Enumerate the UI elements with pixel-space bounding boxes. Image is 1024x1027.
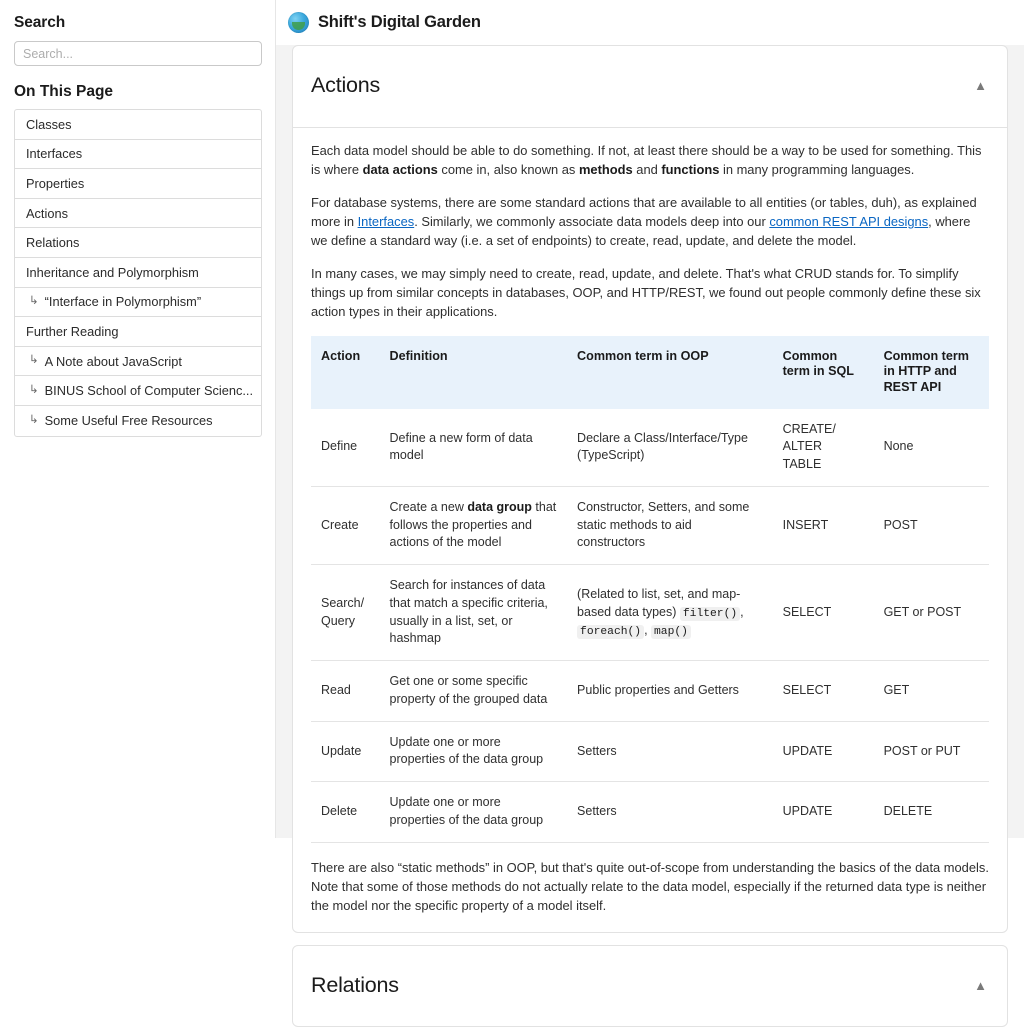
column-header-oop: Common term in OOP bbox=[567, 336, 773, 409]
table-row bbox=[311, 721, 989, 782]
text-emphasis: functions bbox=[661, 161, 720, 177]
table-row bbox=[311, 486, 989, 564]
toc-item-binus-school-of-computer-science[interactable] bbox=[15, 376, 261, 406]
toc-item-label: Inheritance and Polymorphism bbox=[26, 264, 199, 280]
table-of-contents bbox=[14, 109, 262, 437]
toc-item-label: Relations bbox=[26, 235, 80, 251]
table-head bbox=[311, 336, 989, 409]
toc-item-actions[interactable] bbox=[15, 199, 261, 229]
table-row bbox=[311, 409, 989, 487]
cell-action: Delete bbox=[311, 782, 380, 843]
cell-action: Read bbox=[311, 661, 380, 722]
section-actions-title: Actions bbox=[311, 73, 381, 98]
toc-item-label: Properties bbox=[26, 175, 85, 191]
code-map: map() bbox=[651, 625, 691, 639]
toc-item-label: Classes bbox=[26, 116, 72, 132]
cell-sql: UPDATE bbox=[773, 782, 874, 843]
cell-oop: Constructor, Setters, and some static methods to aid constructors bbox=[567, 486, 773, 564]
toc-item-label: Interfaces bbox=[26, 146, 83, 162]
text-emphasis: data actions bbox=[362, 161, 438, 177]
link-common-rest-api-designs[interactable]: common REST API designs bbox=[769, 213, 929, 229]
cell-definition: Search for instances of data that match a specific criteria, usually in a list, set, or hashmap bbox=[380, 565, 568, 661]
column-header-definition: Definition bbox=[380, 336, 568, 409]
section-actions bbox=[292, 45, 1008, 933]
search-heading: Search bbox=[14, 14, 66, 31]
cell-oop bbox=[567, 565, 773, 661]
cell-sql: INSERT bbox=[773, 486, 874, 564]
top-bar bbox=[276, 0, 1024, 45]
text-fragment: Create a new bbox=[389, 499, 468, 514]
toc-item-label: Actions bbox=[26, 205, 68, 221]
cell-action: Update bbox=[311, 721, 380, 782]
cell-action: Search/ Query bbox=[311, 565, 380, 661]
column-header-sql: Common term in SQL bbox=[773, 336, 874, 409]
table-body bbox=[311, 409, 989, 843]
cell-http: GET or POST bbox=[874, 565, 989, 661]
section-actions-header[interactable] bbox=[293, 46, 1007, 128]
text-fragment: and bbox=[632, 161, 662, 177]
toc-item-relations[interactable] bbox=[15, 228, 261, 258]
cell-definition: Update one or more properties of the data group bbox=[380, 721, 568, 782]
column-header-http-rest: Common term in HTTP and REST API bbox=[874, 336, 989, 409]
code-filter: filter() bbox=[680, 607, 740, 621]
link-interfaces[interactable]: Interfaces bbox=[357, 213, 415, 229]
main-content bbox=[276, 0, 1024, 998]
text-fragment: (Related to list, set, and map-based data types) bbox=[577, 586, 741, 619]
cell-oop: Public properties and Getters bbox=[567, 661, 773, 722]
text-emphasis: data group bbox=[467, 499, 532, 514]
code-foreach: foreach() bbox=[577, 625, 644, 639]
toc-item-interface-in-polymorphism[interactable] bbox=[15, 288, 261, 318]
cell-http: POST or PUT bbox=[874, 721, 989, 782]
toc-item-label: Further Reading bbox=[26, 323, 119, 339]
toc-item-label: “Interface in Polymorphism” bbox=[44, 294, 202, 310]
cell-oop: Setters bbox=[567, 782, 773, 843]
text-fragment: Each data model should be able to do something. If not, at least there should be a way to be used for something. This is where bbox=[311, 142, 982, 177]
subitem-arrow-icon: ↳ bbox=[29, 354, 39, 367]
paragraph-data-actions-intro bbox=[311, 142, 989, 180]
text-fragment: For database systems, there are some standard actions that are available to all entities (or tables, duh), as explained more in bbox=[311, 194, 977, 229]
table-header-row bbox=[311, 336, 989, 409]
cell-http: DELETE bbox=[874, 782, 989, 843]
table-row bbox=[311, 661, 989, 722]
toc-item-some-useful-free-resources[interactable] bbox=[15, 406, 261, 436]
sidebar bbox=[0, 0, 276, 838]
toc-item-interfaces[interactable] bbox=[15, 140, 261, 170]
site-title: Shift's Digital Garden bbox=[318, 12, 481, 31]
search-input[interactable] bbox=[14, 41, 262, 66]
toc-item-further-reading[interactable] bbox=[15, 317, 261, 347]
cell-sql: UPDATE bbox=[773, 721, 874, 782]
text-fragment: . Similarly, we commonly associate data models deep into our bbox=[414, 213, 770, 229]
on-this-page-heading: On This Page bbox=[14, 83, 114, 100]
cell-definition: Define a new form of data model bbox=[380, 409, 568, 487]
subitem-arrow-icon: ↳ bbox=[29, 413, 39, 426]
cell-sql: SELECT bbox=[773, 565, 874, 661]
section-relations-title: Relations bbox=[311, 973, 399, 998]
text-fragment: in many programming languages. bbox=[719, 161, 915, 177]
toc-item-label: A Note about JavaScript bbox=[44, 353, 182, 369]
toc-item-inheritance-and-polymorphism[interactable] bbox=[15, 258, 261, 288]
section-relations-header[interactable] bbox=[293, 946, 1007, 1027]
cell-oop: Declare a Class/Interface/Type (TypeScript) bbox=[567, 409, 773, 487]
subitem-arrow-icon: ↳ bbox=[29, 383, 39, 396]
document-scroll-area[interactable] bbox=[276, 45, 1024, 998]
toc-item-label: BINUS School of Computer Scienc... bbox=[44, 383, 254, 399]
section-actions-body bbox=[293, 128, 1007, 932]
cell-http: None bbox=[874, 409, 989, 487]
cell-sql: SELECT bbox=[773, 661, 874, 722]
cell-action: Create bbox=[311, 486, 380, 564]
text-fragment: , bbox=[644, 622, 652, 637]
paragraph-database-standard-actions bbox=[311, 194, 989, 251]
text-fragment: , bbox=[740, 604, 744, 619]
toc-item-a-note-about-javascript[interactable] bbox=[15, 347, 261, 377]
cell-oop: Setters bbox=[567, 721, 773, 782]
toc-item-classes[interactable] bbox=[15, 110, 261, 140]
paragraph-crud-intro: In many cases, we may simply need to create, read, update, and delete. That's what CRUD stands for. To simplify things up from similar concepts in databases, OOP, and HTTP/REST, we found out people commonly define these six action types in their applications. bbox=[311, 265, 981, 319]
cell-action: Define bbox=[311, 409, 380, 487]
cell-definition bbox=[380, 486, 568, 564]
text-fragment: , where we define a standard way (i.e. a set of endpoints) to create, read, update, and delete the model. bbox=[311, 213, 971, 248]
chevron-up-icon[interactable]: ▲ bbox=[974, 78, 987, 94]
table-row bbox=[311, 565, 989, 661]
text-fragment: that follows the properties and actions of the model bbox=[389, 499, 557, 550]
toc-item-properties[interactable] bbox=[15, 169, 261, 199]
text-fragment: come in, also known as bbox=[437, 161, 579, 177]
toc-item-label: Some Useful Free Resources bbox=[44, 413, 213, 429]
site-logo-icon bbox=[288, 12, 309, 33]
cell-definition: Get one or some specific property of the grouped data bbox=[380, 661, 568, 722]
actions-table bbox=[311, 336, 989, 843]
paragraph-static-methods-note: There are also “static methods” in OOP, but that's quite out-of-scope from understanding the basics of the data models. Note that some of those methods do not actually relate to the data model, especially if the returned data type is neither the model nor the specific property of a model itself. bbox=[311, 859, 989, 913]
table-row bbox=[311, 782, 989, 843]
cell-definition: Update one or more properties of the data group bbox=[380, 782, 568, 843]
cell-http: GET bbox=[874, 661, 989, 722]
text-emphasis: methods bbox=[578, 161, 633, 177]
cell-http: POST bbox=[874, 486, 989, 564]
cell-sql: CREATE/ ALTER TABLE bbox=[773, 409, 874, 487]
column-header-action: Action bbox=[311, 336, 380, 409]
chevron-up-icon[interactable]: ▲ bbox=[974, 978, 987, 994]
section-relations bbox=[292, 945, 1008, 1027]
subitem-arrow-icon: ↳ bbox=[29, 295, 39, 308]
